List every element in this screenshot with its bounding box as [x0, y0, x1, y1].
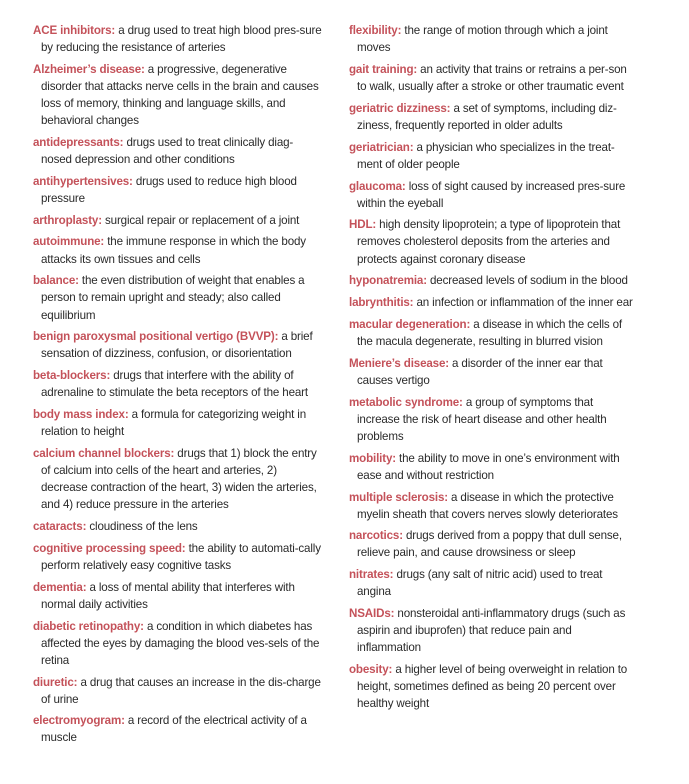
- glossary-term: cognitive processing speed:: [33, 541, 186, 555]
- glossary-term: electromyogram:: [33, 714, 125, 728]
- glossary-term: antidepressants:: [33, 135, 124, 149]
- glossary-definition: a physician who specializes in the treat-ment of older people: [357, 140, 615, 171]
- glossary-definition: surgical repair or replacement of a joint: [101, 213, 300, 227]
- glossary-definition: drugs that interfere with the ability of adrenaline to stimulate the beta receptors of the heart: [41, 369, 308, 400]
- glossary-term: glaucoma:: [349, 179, 406, 193]
- glossary-entry: [33, 367, 323, 401]
- glossary-definition: the ability to automati-cally perform relatively easy cognitive tasks: [41, 541, 321, 572]
- glossary-definition: a set of symptoms, including diz-ziness, frequently reported in older adults: [357, 101, 617, 132]
- glossary-term: benign paroxysmal positional vertigo (BVVP):: [33, 330, 279, 344]
- glossary-entry: [349, 216, 634, 267]
- glossary-term: diabetic retinopathy:: [33, 619, 144, 633]
- glossary-term: diuretic:: [33, 675, 78, 689]
- glossary-entry: [33, 173, 323, 207]
- glossary-entry: [349, 61, 634, 95]
- glossary-term: NSAIDs:: [349, 607, 395, 621]
- glossary-entry: [349, 394, 634, 445]
- glossary-definition: a disease in which the cells of the macula degenerate, resulting in blurred vision: [357, 317, 623, 348]
- glossary-entry: [349, 22, 634, 56]
- glossary-definition: a disorder of the inner ear that causes vertigo: [357, 356, 603, 387]
- glossary-term: cataracts:: [33, 520, 87, 533]
- glossary-entry: [349, 450, 634, 484]
- glossary-term: geriatrician:: [349, 140, 414, 154]
- glossary-entry: [33, 618, 323, 669]
- glossary-definition: the range of motion through which a joint moves: [357, 24, 608, 55]
- glossary-term: body mass index:: [33, 408, 129, 422]
- glossary-term: geriatric dizziness:: [349, 101, 451, 115]
- glossary-definition: a condition in which diabetes has affected the eyes by damaging the blood ves-sels of the retina: [41, 619, 320, 667]
- glossary-entry: [33, 406, 323, 440]
- glossary-definition: nonsteroidal anti-inflammatory drugs (such as aspirin and ibuprofen) that reduce pain and inflammation: [357, 607, 626, 655]
- glossary-definition: decreased levels of sodium in the blood: [426, 274, 628, 288]
- glossary-entry: [349, 605, 634, 656]
- glossary-term: dementia:: [33, 580, 87, 594]
- glossary-term: nitrates:: [349, 568, 394, 582]
- glossary-definition: a loss of mental ability that interferes with normal daily activities: [41, 580, 295, 611]
- glossary-entry: [33, 674, 323, 708]
- glossary-entry: [349, 272, 634, 289]
- glossary-entry: [349, 661, 634, 712]
- glossary-entry: [33, 328, 323, 362]
- glossary-entry: [349, 355, 634, 389]
- glossary-entry: [33, 540, 323, 574]
- glossary-entry: [349, 178, 634, 212]
- glossary-definition: high density lipoprotein; a type of lipoprotein that removes cholesterol deposits from the arteries and protects against coronary disease: [357, 218, 621, 266]
- glossary-definition: loss of sight caused by increased pres-sure within the eyeball: [357, 179, 626, 210]
- glossary-term: mobility:: [349, 451, 396, 465]
- glossary-term: hyponatremia:: [349, 274, 427, 288]
- glossary-definition: a higher level of being overweight in relation to height, sometimes defined as being 20 percent over healthy weight: [357, 663, 628, 711]
- glossary-entry: [33, 134, 323, 168]
- glossary-entry: [33, 22, 323, 56]
- glossary-term: balance:: [33, 274, 79, 288]
- glossary-definition: a brief sensation of dizziness, confusion, or disorientation: [41, 330, 313, 361]
- glossary-definition: the even distribution of weight that enables a person to remain upright and steady; also called equilibrium: [41, 274, 305, 322]
- glossary-definition: a progressive, degenerative disorder that attacks nerve cells in the brain and causes loss of memory, thinking and language skills, and behavioral changes: [41, 62, 319, 128]
- glossary-entry: [349, 527, 634, 561]
- glossary-entry: [349, 489, 634, 523]
- glossary-definition: the ability to move in one’s environment with ease and without restriction: [357, 451, 620, 482]
- glossary-term: Meniere’s disease:: [349, 356, 449, 370]
- glossary-term: calcium channel blockers:: [33, 446, 175, 460]
- glossary-definition: a record of the electrical activity of a muscle: [41, 714, 307, 745]
- glossary-entry: [349, 294, 634, 311]
- glossary-entry: [33, 233, 323, 267]
- glossary-definition: a drug that causes an increase in the dis-charge of urine: [41, 675, 321, 706]
- glossary-term: obesity:: [349, 663, 393, 677]
- glossary-term: metabolic syndrome:: [349, 395, 463, 409]
- glossary-entry: [33, 712, 323, 746]
- glossary-term: labrynthitis:: [349, 296, 414, 310]
- glossary-entry: [349, 316, 634, 350]
- glossary-definition: a drug used to treat high blood pres-sure by reducing the resistance of arteries: [41, 24, 322, 55]
- glossary-definition: a group of symptoms that increase the risk of heart disease and other health problems: [357, 395, 607, 443]
- glossary-term: narcotics:: [349, 529, 403, 543]
- glossary-definition: a formula for categorizing weight in relation to height: [41, 408, 306, 439]
- glossary-definition: the immune response in which the body attacks its own tissues and cells: [41, 235, 306, 266]
- glossary-column-left: [33, 22, 323, 751]
- glossary-definition: a disease in which the protective myelin sheath that covers nerves slowly deteriorates: [357, 490, 618, 521]
- glossary-definition: drugs that 1) block the entry of calcium into cells of the heart and arteries, 2) decrease contraction of the heart, 3) widen the arteries, and 4) reduce pressure in the arteries: [41, 446, 317, 512]
- glossary-entry: [349, 139, 634, 173]
- glossary-column-right: [349, 22, 634, 717]
- glossary-definition: an activity that trains or retrains a per-son to walk, usually after a stroke or other traumatic event: [357, 62, 627, 93]
- glossary-entry: [33, 272, 323, 323]
- glossary-term: macular degeneration:: [349, 317, 471, 331]
- glossary-entry: [349, 100, 634, 134]
- glossary-definition: drugs used to treat clinically diag-nosed depression and other conditions: [41, 135, 294, 167]
- glossary-term: HDL:: [349, 218, 377, 232]
- glossary-definition: drugs derived from a poppy that dull sense, relieve pain, and cause drowsiness or sleep: [357, 529, 622, 560]
- glossary-entry: [33, 61, 323, 129]
- glossary-definition: drugs (any salt of nitric acid) used to treat angina: [357, 568, 603, 599]
- glossary-term: flexibility:: [349, 24, 402, 37]
- glossary-term: gait training:: [349, 62, 418, 76]
- glossary-term: beta-blockers:: [33, 369, 111, 383]
- glossary-definition: an infection or inflammation of the inner ear: [413, 296, 633, 310]
- glossary-term: autoimmune:: [33, 235, 105, 249]
- glossary-term: multiple sclerosis:: [349, 490, 448, 504]
- glossary-entry: [33, 212, 323, 229]
- glossary-term: Alzheimer’s disease:: [33, 62, 145, 76]
- glossary-entry: [349, 566, 634, 600]
- glossary-entry: [33, 445, 323, 513]
- glossary-entry: [33, 518, 323, 535]
- glossary-term: ACE inhibitors:: [33, 24, 116, 37]
- glossary-definition: drugs used to reduce high blood pressure: [41, 174, 297, 205]
- glossary-term: arthroplasty:: [33, 213, 102, 227]
- glossary-entry: [33, 579, 323, 613]
- glossary-definition: cloudiness of the lens: [86, 520, 198, 533]
- glossary-term: antihypertensives:: [33, 174, 133, 188]
